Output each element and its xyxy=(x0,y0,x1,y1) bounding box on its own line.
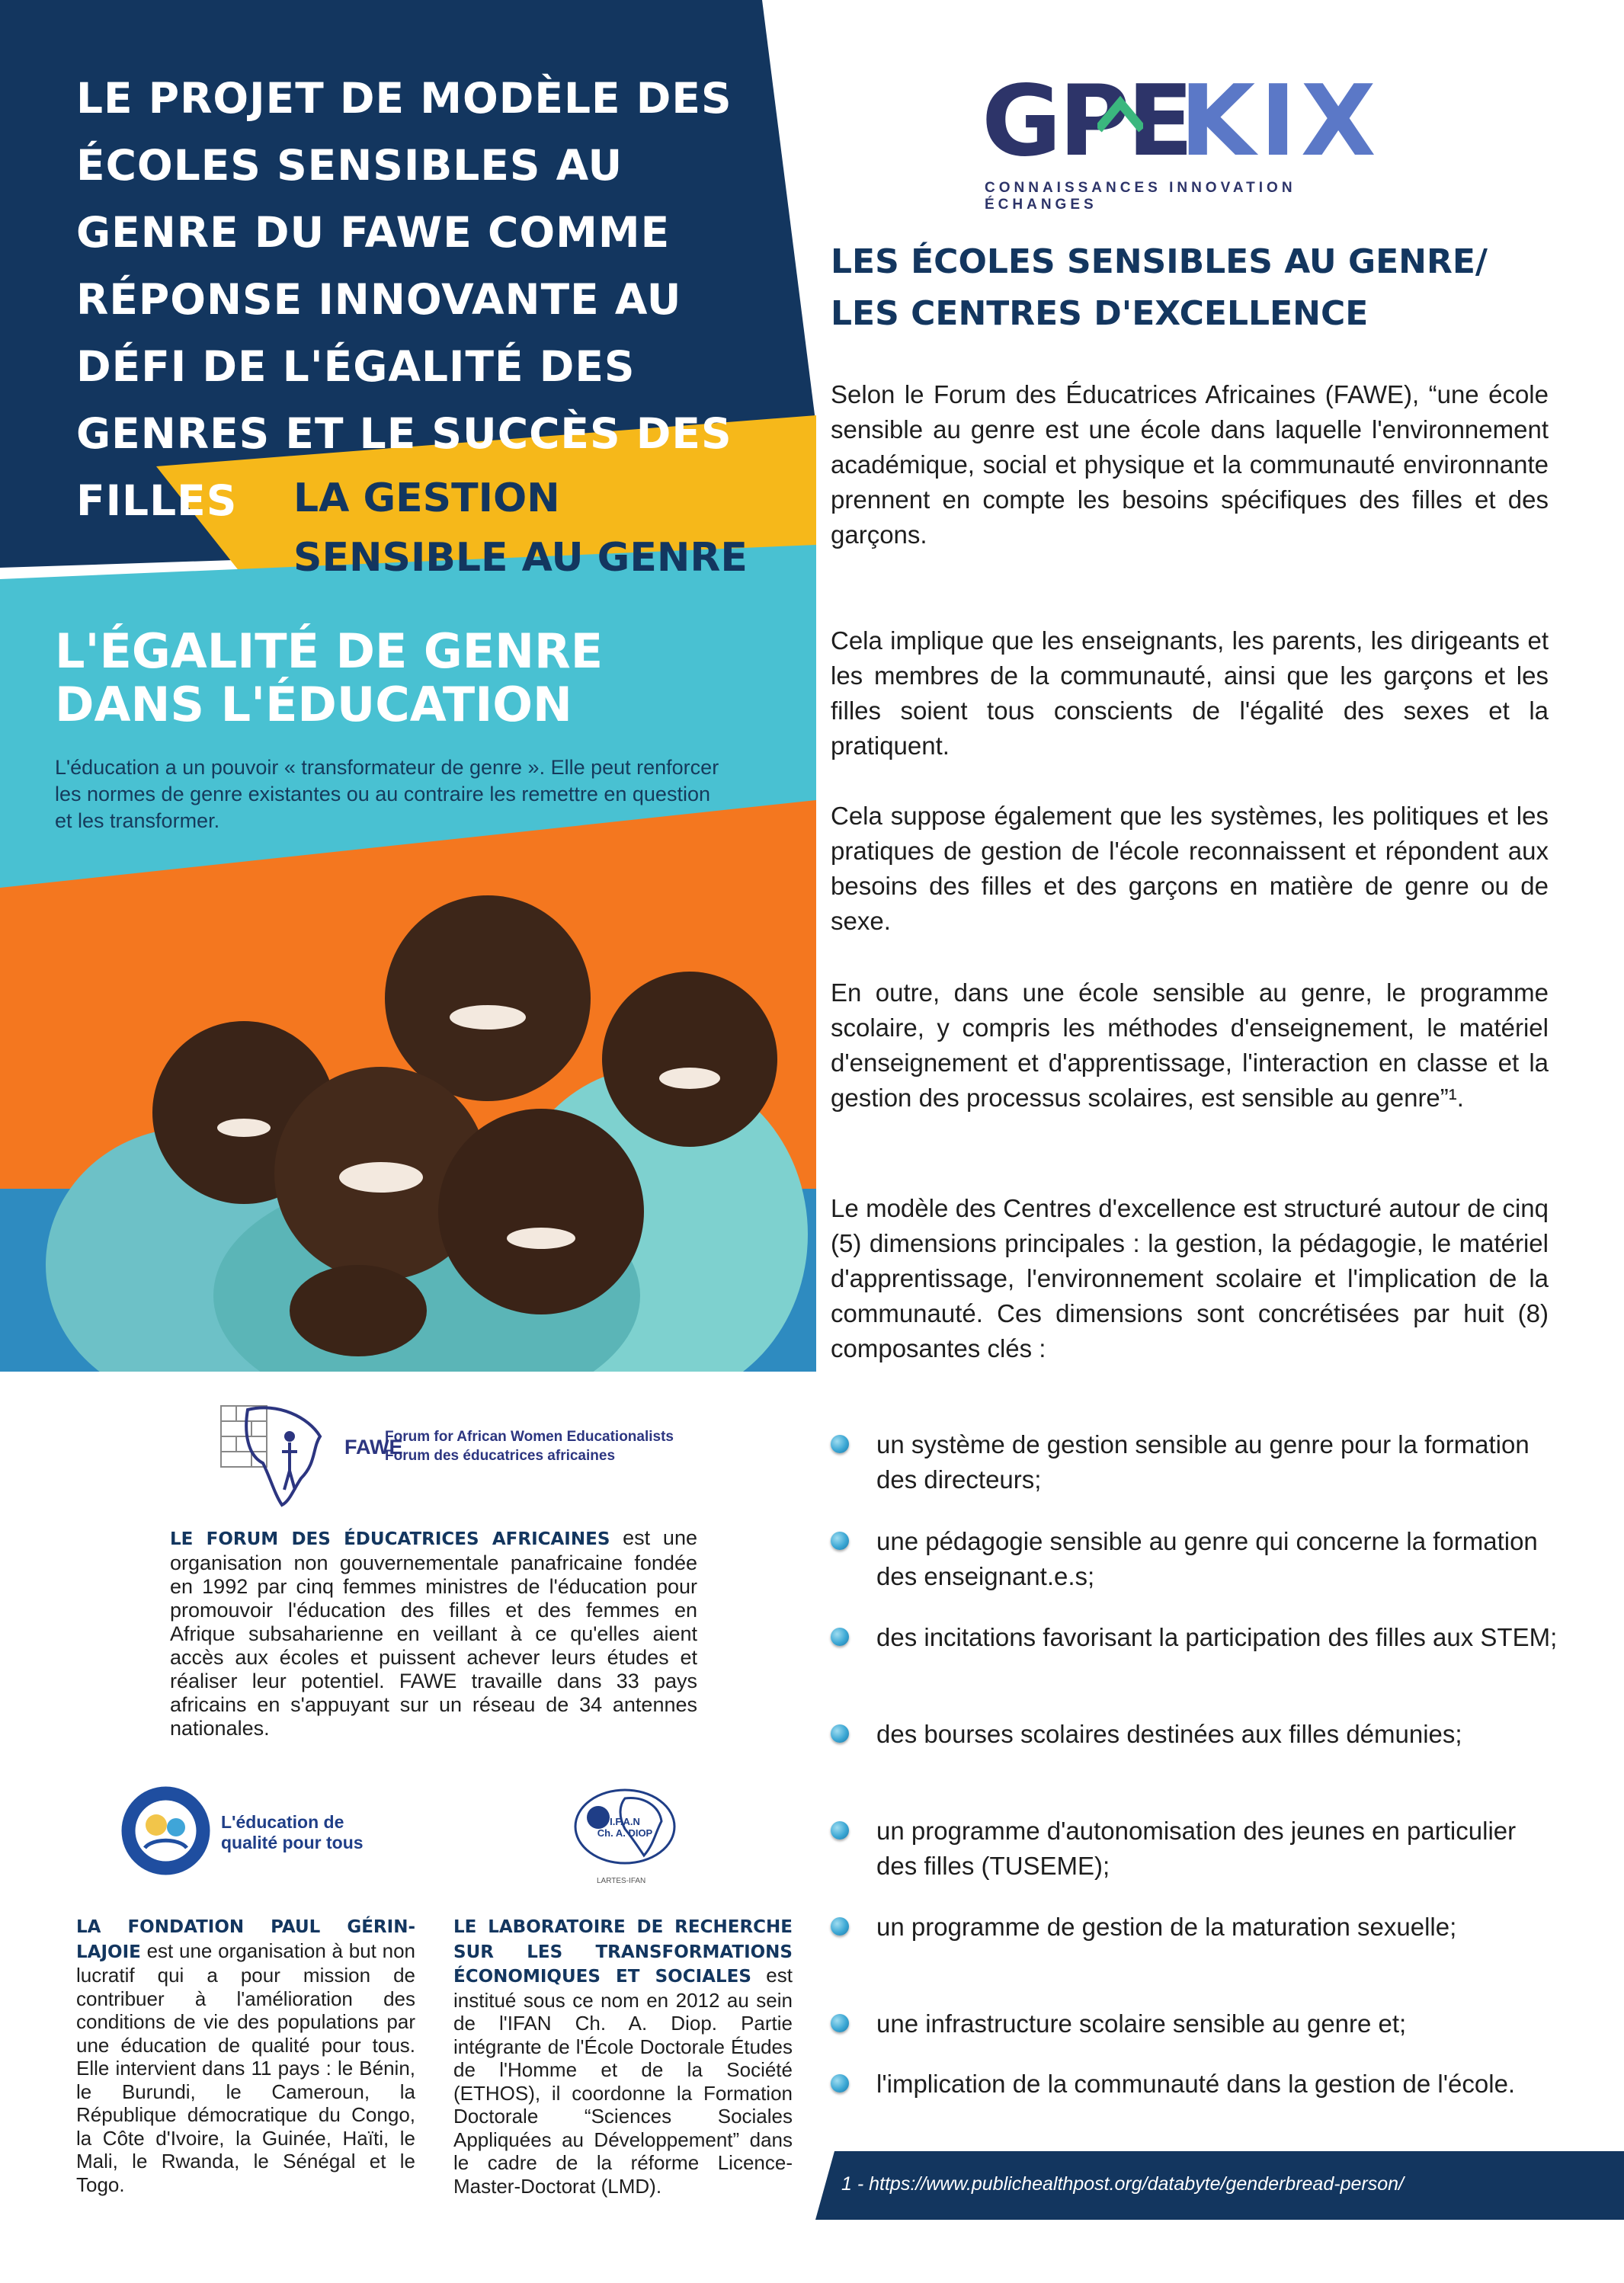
paragraph-definition: Selon le Forum des Éducatrices Africaines (FAWE), “une école sensible au genre est une école dans laquelle l'environnement académique, social et physique et la communauté environnante prennent en compte les besoins spécifiques des filles et des garçons. xyxy=(831,380,1549,549)
footnote-link[interactable]: 1 - https://www.publichealthpost.org/databyte/genderbread-person/ xyxy=(841,2173,1404,2195)
lartes-body: est institué sous ce nom en 2012 au sein de l'IFAN Ch. A. Diop. Partie intégrante de l'École Doctorale Études de l'Homme et de la Société (ETHOS), il coordonne la Formation Doctorale “Sciences Sociales Appliquées au Développement” dans le cadre de la réforme Licence-Master-Doctorat (LMD). xyxy=(453,1964,793,2198)
bullet-icon xyxy=(831,1821,849,1840)
main-title: LE PROJET DE MODÈLE DES ÉCOLES SENSIBLES AU GENRE DU FAWE COMME RÉPONSE INNOVANTE AU DÉFI DE L'ÉGALITÉ DES GENRES ET LE SUCCÈS DES FILLES xyxy=(76,74,732,525)
kix-logo-text: KIX xyxy=(1180,65,1381,178)
paragraph-model: Le modèle des Centres d'excellence est structuré autour de cinq (5) dimensions principales : la gestion, la pédagogie, le matériel d'apprentissage, l'environnement scolaire et l'implication de la communauté. Ces dimensions sont concrétisées par huit (8) composantes clés : xyxy=(831,1194,1549,1362)
fawe-lead: LE FORUM DES ÉDUCATRICES AFRICAINES xyxy=(170,1529,610,1549)
ifan-logo-line1: I.F.A.N xyxy=(610,1816,640,1827)
fawe-africa-logo-icon xyxy=(217,1402,332,1509)
fawe-logo-names xyxy=(385,1427,674,1465)
bullet-icon xyxy=(831,2074,849,2092)
section-heading: LES ÉCOLES SENSIBLES AU GENRE/ LES CENTRES D'EXCELLENCE xyxy=(831,242,1488,333)
logo-tagline: CONNAISSANCES INNOVATION ÉCHANGES xyxy=(985,180,1296,213)
fpgl-body: est une organisation à but non lucratif qui a pour mission de contribuer à l'amélioration des conditions de vie des populations par une éducation de qualité pour tous. Elle intervient dans 11 pays : le Bénin, le Burundi, le Cameroun, la République démocratique du Congo, la Côte d'Ivoire, la Guinée, Haïti, le Mali, le Rwanda, le Sénégal et le Togo. xyxy=(76,1939,415,2196)
lartes-description xyxy=(453,1914,793,2198)
bullet-icon xyxy=(831,1628,849,1646)
paragraph-curriculum: En outre, dans une école sensible au genre, le programme scolaire, y compris les méthodes d'enseignement, le matériel d'enseignement et d'apprentissage, l'interaction en classe et la gestion des processus scolaires, est sensible au genre”¹. xyxy=(831,978,1549,1112)
fawe-description xyxy=(170,1526,697,1740)
fpgl-badge-logo-icon xyxy=(118,1783,213,1878)
fawe-logo-text: FAWE xyxy=(344,1436,403,1458)
lartes-logo-caption: LARTES-IFAN xyxy=(597,1877,646,1885)
poster-text: L'éducation a un pouvoir « transformateur de genre ». Elle peut renforcer les normes de genre existantes ou au contraire les remettre en question et les transformer. xyxy=(55,756,719,832)
fawe-name-en: Forum for African Women Educationalists xyxy=(385,1429,674,1445)
lartes-lead: LE LABORATOIRE DE RECHERCHE SUR LES TRANSFORMATIONS ÉCONOMIQUES ET SOCIALES xyxy=(453,1917,793,1987)
ifan-logo-label xyxy=(587,1816,663,1839)
bullet-icon xyxy=(831,1532,849,1550)
gpe-logo-text: GPE xyxy=(982,65,1191,178)
poster-title: L'ÉGALITÉ DE GENRE DANS L'ÉDUCATION xyxy=(55,623,604,732)
subtitle-ribbon-text: LA GESTION SENSIBLE AU GENRE xyxy=(293,475,748,581)
bullet-icon xyxy=(831,1917,849,1936)
fawe-name-fr: Forum des éducatrices africaines xyxy=(385,1448,616,1464)
bullet-icon xyxy=(831,1435,849,1453)
ifan-logo-line2: Ch. A. DIOP xyxy=(597,1827,653,1839)
paragraph-awareness: Cela implique que les enseignants, les parents, les dirigeants et les membres de la communauté, ainsi que les garçons et les filles soient tous conscients de l'égalité des sexes et la pratiquent. xyxy=(831,626,1549,760)
paragraph-systems: Cela suppose également que les systèmes, les politiques et les pratiques de gestion de l'école reconnaissent et répondent aux besoins des filles et des garçons en matière de genre ou de sexe. xyxy=(831,802,1549,935)
fawe-body: est une organisation non gouvernementale panafricaine fondée en 1992 par cinq femmes ministres de l'éducation pour promouvoir l'éducation des filles et des femmes en Afrique subsaharienne en veillant à ce qu'elles aient accès aux écoles et puissent achever leurs études et réaliser leur potentiel. FAWE travaille dans 33 pays africains en s'appuyant sur un réseau de 34 antennes nationales. xyxy=(170,1526,697,1740)
fpgl-slogan: L'éducation de qualité pour tous xyxy=(221,1812,364,1852)
bullet-icon xyxy=(831,2014,849,2032)
gpe-arrow-icon xyxy=(1097,91,1143,137)
fpgl-lead: LA FONDATION PAUL GÉRIN-LAJOIE xyxy=(76,1917,415,1962)
bullet-icon xyxy=(831,1724,849,1743)
fpgl-description xyxy=(76,1914,415,2196)
